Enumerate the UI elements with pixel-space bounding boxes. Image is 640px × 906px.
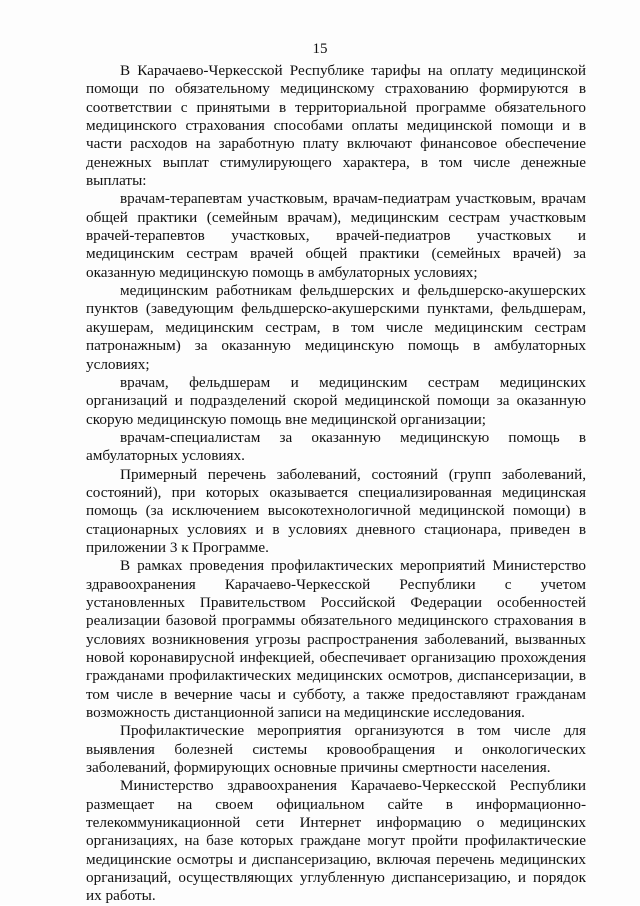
paragraph-specialists: врачам-специалистам за оказанную медицинскую помощь в амбулаторных условиях. — [86, 428, 586, 465]
page-number: 15 — [312, 41, 328, 57]
paragraph-ministry-website: Министерство здравоохранения Карачаево-Черкесской Республики размещает на своем официальном сайте в информационно-телекоммуникационной сети Интернет информацию о медицинских организациях, на базе которых граждане могут пройти профилактические медицинские осмотры и диспансеризацию, включая перечень медицинских организаций, осуществляющих углубленную диспансеризацию, и порядок их работы. — [86, 777, 586, 905]
paragraph-feldsher-staff: медицинским работникам фельдшерских и фельдшерско-акушерских пунктов (заведующим фельдшерско-акушерскими пунктами, фельдшерам, акушерам, медицинским сестрам, в том числе медицинским сестрам патронажным) за оказанную медицинскую помощь в амбулаторных условиях; — [86, 282, 586, 373]
document-body — [86, 62, 586, 906]
paragraph-disease-list: Примерный перечень заболеваний, состояний (групп заболеваний, состояний), при которых оказывается специализированная медицинская помощь (за исключением высокотехнологичной медицинской помощи) в стационарных условиях и в условиях дневного стационара, приведен в приложении 3 к Программе. — [86, 465, 586, 556]
paragraph-ambulance-staff: врачам, фельдшерам и медицинским сестрам медицинских организаций и подразделений скорой медицинской помощи за оказанную скорую медицинскую помощь вне медицинской организации; — [86, 373, 586, 428]
paragraph-preventive-goals: Профилактические мероприятия организуются в том числе для выявления болезней системы кровообращения и онкологических заболеваний, формирующих основные причины смертности населения. — [86, 722, 586, 777]
paragraph-preventive-measures: В рамках проведения профилактических мероприятий Министерство здравоохранения Карачаево-Черкесской Республики с учетом установленных Правительством Российской Федерации особенностей реализации базовой программы обязательного медицинского страхования в условиях возникновения угрозы распространения заболеваний, вызванных новой коронавирусной инфекцией, обеспечивает организацию прохождения гражданами профилактических медицинских осмотров, диспансеризации, в том числе в вечерние часы и субботу, а также предоставляют гражданам возможность дистанционной записи на медицинские исследования. — [86, 557, 586, 722]
paragraph-tariffs-intro: В Карачаево-Черкесской Республике тарифы на оплату медицинской помощи по обязательному медицинскому страхованию формируются в соответствии с принятыми в территориальной программе обязательного медицинского страхования способами оплаты медицинской помощи и в части расходов на заработную плату включают финансовое обеспечение денежных выплат стимулирующего характера, в том числе денежные выплаты: — [86, 62, 586, 190]
paragraph-district-doctors: врачам-терапевтам участковым, врачам-педиатрам участковым, врачам общей практики (семейным врачам), медицинским сестрам участковым врачей-терапевтов участковых, врачей-педиатров участковых и медицинским сестрам врачей общей практики (семейных врачей) за оказанную медицинскую помощь в амбулаторных условиях; — [86, 190, 586, 281]
